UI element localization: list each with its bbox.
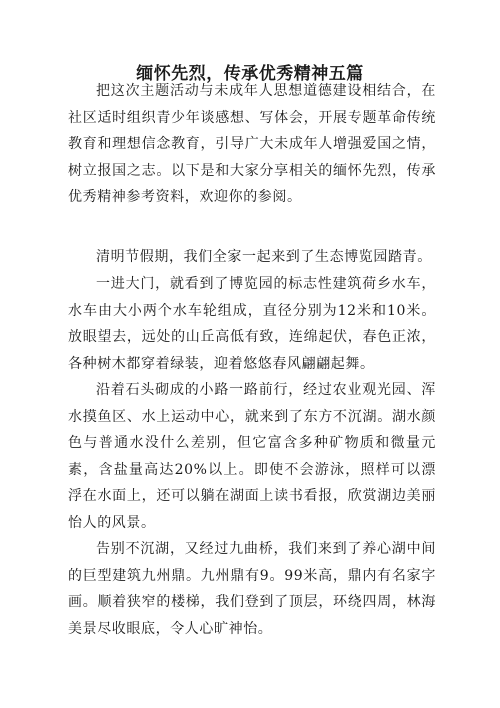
body-paragraph-1: 清明节假期，我们全家一起来到了生态博览园踏青。 [96, 249, 432, 265]
body-paragraph-2: 一进大门，就看到了博览园的标志性建筑荷乡水车，水车由大小两个水车轮组成，直径分别为12米和10米。放眼望去，远处的山丘高低有致，连绵起伏，春色正浓，各种树木都穿着绿装，迎着悠悠春风翩翩起舞。 [68, 276, 436, 372]
body-paragraph-3: 沿着石头砌成的小路一路前行，经过农业观光园、浑水摸鱼区、水上运动中心，就来到了东方不沉湖。湖水颜色与普通水没什么差别，但它富含多种矿物质和微量元素，含盐量高达20%以上。即使不会游泳，照样可以漂浮在水面上，还可以躺在湖面上读书看报，欣赏湖边美丽怡人的风景。 [68, 382, 436, 531]
document-title: 缅怀先烈，传承优秀精神五篇 [136, 64, 364, 84]
intro-paragraph: 把这次主题活动与未成年人思想道德建设相结合，在社区适时组织青少年谈感想、写体会，开展专题革命传统教育和理想信念教育，引导广大未成年人增强爱国之情，树立报国之志。以下是和大家分享相关的缅怀先烈，传承优秀精神参考资料，欢迎你的参阅。 [68, 83, 436, 205]
body-paragraph-4: 告别不沉湖，又经过九曲桥，我们来到了养心湖中间的巨型建筑九州鼎。九州鼎有9。99米高，鼎内有名家字画。顺着狭窄的楼梯，我们登到了顶层，环绕四周，林海美景尽收眼底，令人心旷神怡。 [68, 541, 436, 637]
